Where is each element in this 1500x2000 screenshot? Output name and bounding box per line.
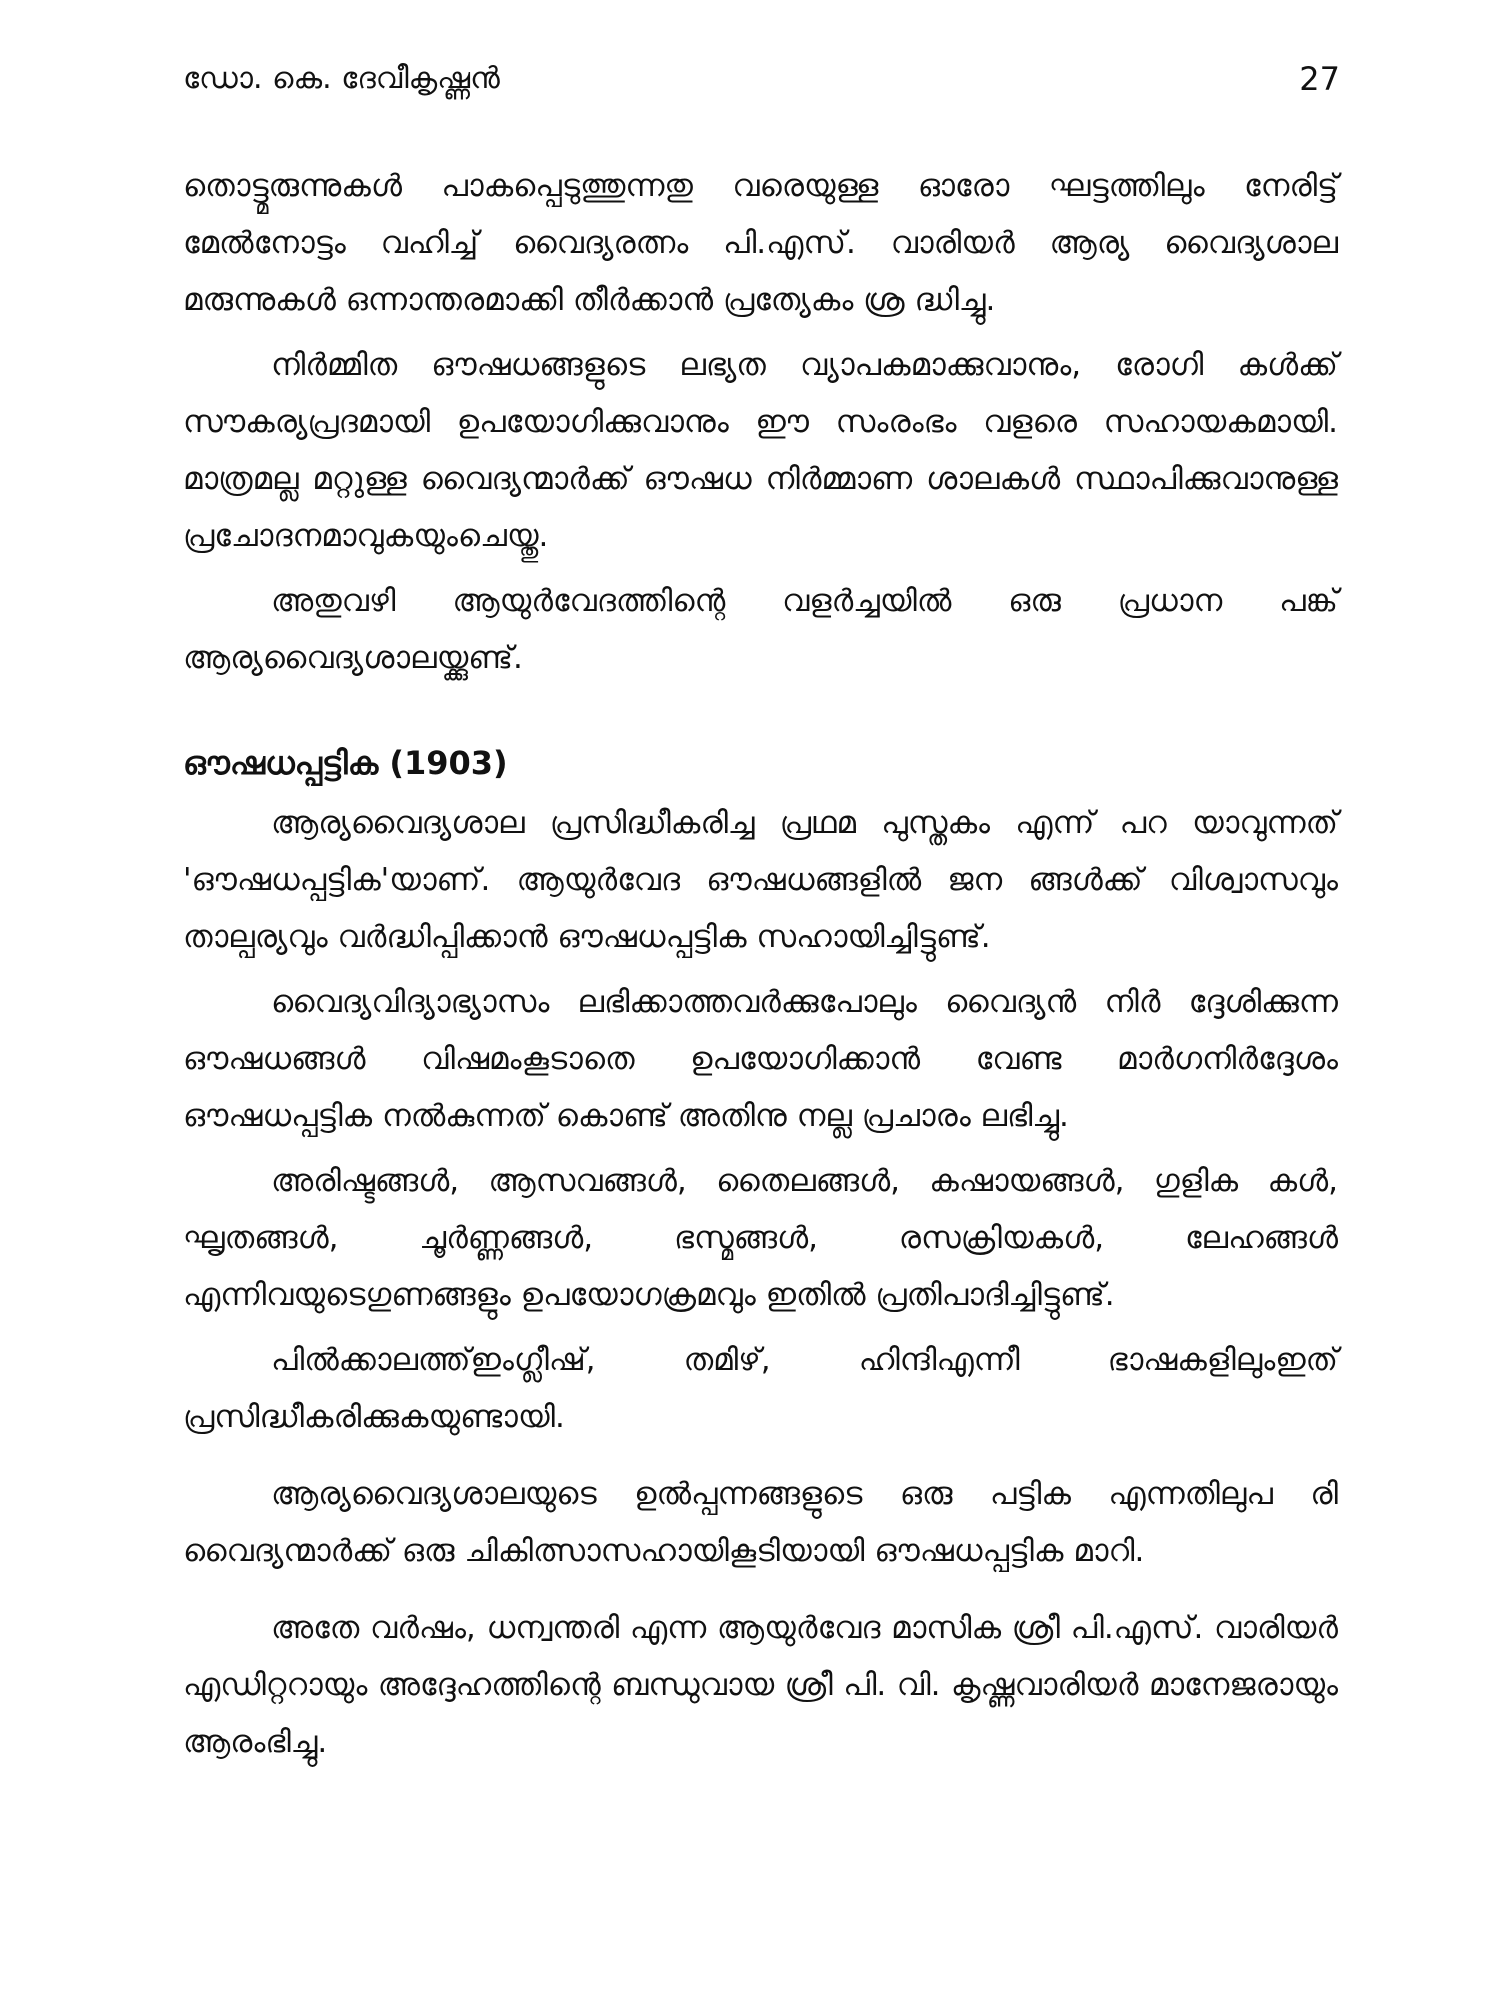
paragraph-5: വൈദ്യവിദ്യാഭ്യാസം ലഭിക്കാത്തവർക്കുപോലും വൈദ്യൻ നിർ ദ്ദേശിക്കുന്ന ഔഷധങ്ങൾ വിഷമംകൂടാതെ ഉപയോഗിക്കാൻ വേണ്ട മാർഗനിർദ്ദേശം ഔഷധപ്പട്ടിക നൽകുന്നത് കൊണ്ട് അതിനു നല്ല പ്രചാരം ലഭിച്ചു. bbox=[183, 984, 1338, 1134]
paragraph-9: അതേ വർഷം, ധന്വന്തരി എന്ന ആയുർവേദ മാസിക ശ്രീ പി.എസ്. വാരിയർ എഡിറ്ററായും അദ്ദേഹത്തിന്റെ ബന്ധുവായ ശ്രീ പി. വി. കൃഷ്ണവാരിയർ മാനേജരായും ആരംഭിച്ചു. bbox=[183, 1610, 1338, 1760]
page-number: 27 bbox=[1299, 60, 1340, 98]
paragraph-7: പിൽക്കാലത്ത്ഇംഗ്ലീഷ്, തമിഴ്, ഹിന്ദിഎന്നീ ഭാഷകളിലുംഇത് പ്രസിദ്ധീകരിക്കുകയുണ്ടായി. bbox=[183, 1342, 1338, 1435]
paragraph-6: അരിഷ്ടങ്ങൾ, ആസവങ്ങൾ, തൈലങ്ങൾ, കഷായങ്ങൾ, ഗുളിക കൾ, ഘൃതങ്ങൾ, ചൂർണ്ണങ്ങൾ, ഭസ്മങ്ങൾ, രസക്രിയകൾ, ലേഹങ്ങൾ എന്നിവയുടെഗുണങ്ങളും ഉപയോഗക്രമവും ഇതിൽ പ്രതിപാദിച്ചിട്ടുണ്ട്. bbox=[183, 1163, 1338, 1313]
paragraph-2: നിർമ്മിത ഔഷധങ്ങളുടെ ലഭ്യത വ്യാപകമാക്കുവാനും, രോഗി കൾക്ക് സൗകര്യപ്രദമായി ഉപയോഗിക്കുവാനും ഈ സംരംഭം വളരെ സഹായകമായി. മാത്രമല്ല മറ്റുള്ള വൈദ്യന്മാർക്ക് ഔഷധ നിർമ്മാണ ശാലകൾ സ്ഥാപിക്കുവാനുള്ള പ്രചോദനമാവുകയുംചെയ്തു. bbox=[183, 347, 1338, 554]
paragraph-4: ആര്യവൈദ്യശാല പ്രസിദ്ധീകരിച്ച പ്രഥമ പുസ്തകം എന്ന് പറ യാവുന്നത് 'ഔഷധപ്പട്ടിക'യാണ്. ആയുർവേദ ഔഷധങ്ങളിൽ ജന ങ്ങൾക്ക് വിശ്വാസവും താല്പര്യവും വർദ്ധിപ്പിക്കാൻ ഔഷധപ്പട്ടിക സഹായിച്ചിട്ടുണ്ട്. bbox=[183, 805, 1338, 955]
body-text bbox=[183, 158, 1338, 1779]
paragraph-1: തൊട്ട്മരുന്നുകൾ പാകപ്പെടുത്തുന്നതു വരെയുള്ള ഓരോ ഘട്ടത്തിലും നേരിട്ട് മേൽനോട്ടം വഹിച്ച് വൈദ്യരത്നം പി.എസ്. വാരിയർ ആര്യ വൈദ്യശാല മരുന്നുകൾ ഒന്നാന്തരമാക്കി തീർക്കാൻ പ്രത്യേകം ശ്ര ദ്ധിച്ചു. bbox=[183, 168, 1338, 318]
paragraph-8: ആര്യവൈദ്യശാലയുടെ ഉൽപ്പന്നങ്ങളുടെ ഒരു പട്ടിക എന്നതിലുപ രി വൈദ്യന്മാർക്ക് ഒരു ചികിത്സാസഹായികൂടിയായി ഔഷധപ്പട്ടിക മാറി. bbox=[183, 1476, 1338, 1569]
paragraph-3: അതുവഴി ആയുർവേദത്തിന്റെ വളർച്ചയിൽ ഒരു പ്രധാന പങ്ക് ആര്യവൈദ്യശാലയ്ക്കുണ്ട്. bbox=[183, 583, 1338, 676]
running-head-author: ഡോ. കെ. ദേവീകൃഷ്ണൻ bbox=[183, 61, 500, 96]
section-heading: ഔഷധപ്പട്ടിക (1903) bbox=[183, 744, 508, 782]
